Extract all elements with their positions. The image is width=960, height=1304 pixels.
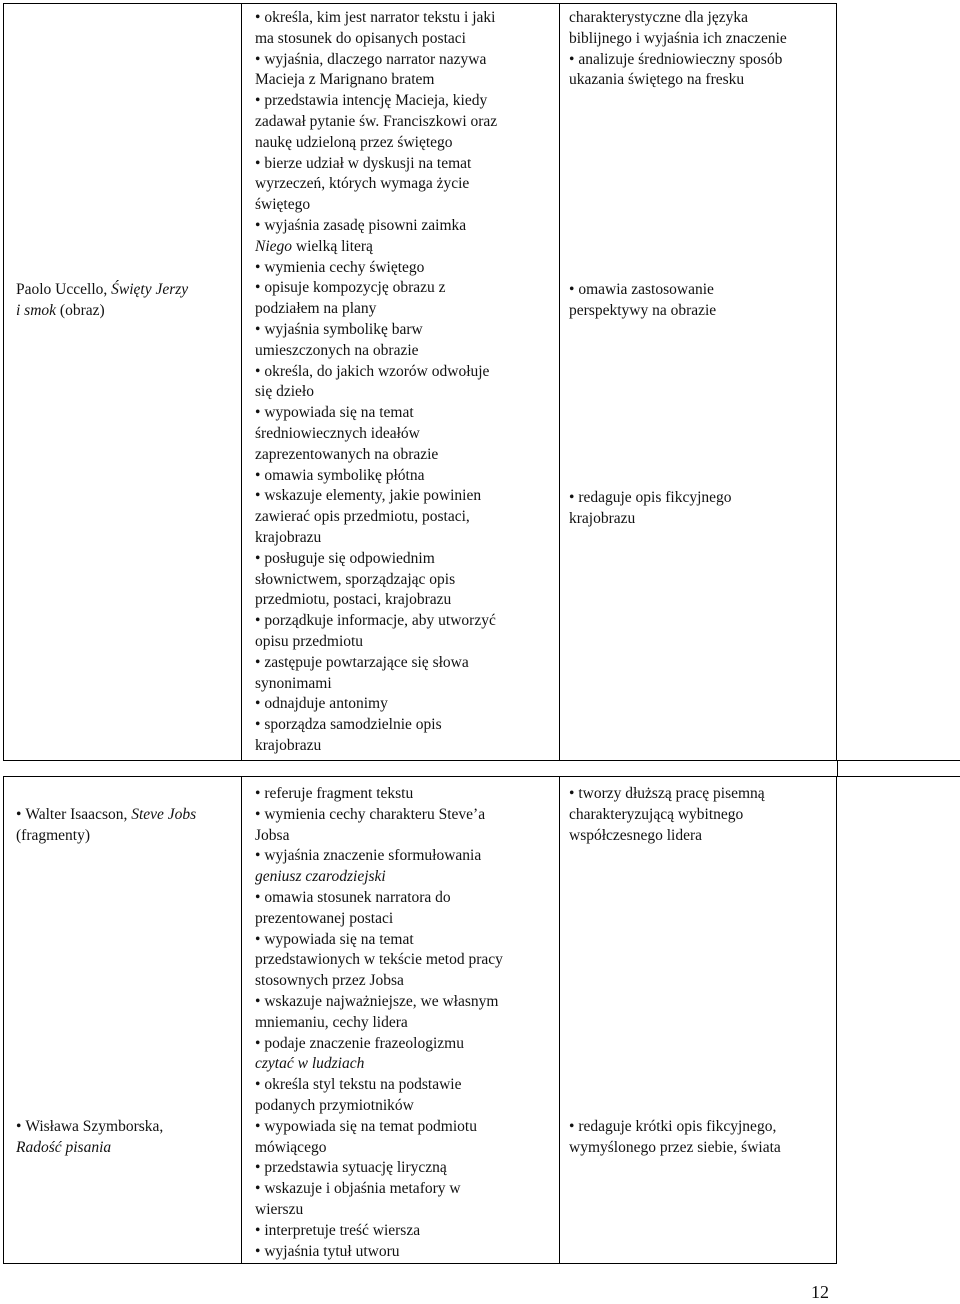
phrase-example: geniusz czarodziejski: [255, 868, 386, 886]
list-item: wielką literą: [292, 237, 373, 255]
page-number: 12: [811, 1282, 829, 1302]
work-title-szymborska: [16, 1117, 238, 1159]
work-title: Steve Jobs: [131, 806, 197, 823]
list-item: • wskazuje elementy, jakie powinien: [255, 486, 555, 507]
list-item: biblijnego i wyjaśnia ich znaczenie: [569, 29, 787, 47]
list-item: charakterystyczne dla języka: [569, 9, 749, 26]
list-item: • wyjaśnia symbolikę barw: [255, 320, 555, 341]
list-item: przedstawionych w tekście metod pracy: [255, 951, 503, 969]
list-item: • redaguje opis fikcyjnego: [569, 488, 834, 509]
list-item: krajobrazu: [569, 509, 636, 527]
column-divider: [241, 4, 242, 760]
skills-list: [255, 8, 555, 757]
list-item: • porządkuje informacje, aby utworzyć: [255, 611, 555, 632]
list-item: mówiącego: [255, 1138, 327, 1156]
list-item: zadawał pytanie św. Franciszkowi oraz: [255, 112, 498, 130]
list-item: ukazania świętego na fresku: [569, 71, 745, 89]
list-item: krajobrazu: [255, 736, 322, 754]
list-item: podziałem na plany: [255, 300, 377, 318]
list-item: • wskazuje i objaśnia metafory w: [255, 1179, 555, 1200]
table-row: [3, 3, 837, 761]
list-item: • określa, kim jest narrator tekstu i jaki: [255, 8, 555, 29]
advanced-skills-a: [569, 784, 834, 846]
list-item: stosownych przez Jobsa: [255, 972, 404, 990]
list-item: • wypowiada się na temat: [255, 930, 555, 951]
list-item: mniemaniu, cechy lidera: [255, 1013, 408, 1031]
pronoun-example: Niego: [255, 237, 293, 255]
list-item: wierszu: [255, 1200, 304, 1218]
list-item: wymyślonego przez siebie, świata: [569, 1138, 781, 1156]
list-item: • zastępuje powtarzające się słowa: [255, 653, 555, 674]
list-item: perspektywy na obrazie: [569, 301, 717, 319]
list-item: naukę udzieloną przez świętego: [255, 133, 453, 151]
list-item: słownictwem, sporządzając opis: [255, 570, 456, 588]
author-name: Paolo Uccello,: [16, 281, 112, 298]
list-item: • wyjaśnia zasadę pisowni zaimka: [255, 216, 555, 237]
list-item: współczesnego lidera: [569, 826, 702, 844]
list-item: • przedstawia intencję Macieja, kiedy: [255, 91, 555, 112]
list-item: • interpretuje treść wiersza: [255, 1221, 555, 1242]
list-item: Macieja z Marignano bratem: [255, 71, 435, 89]
list-item: • omawia zastosowanie: [569, 280, 834, 301]
work-title: Święty Jerzy: [111, 281, 189, 298]
phrase-example: czytać w ludziach: [255, 1055, 365, 1073]
list-item: charakteryzującą wybitnego: [569, 805, 744, 823]
row-rule: [837, 760, 838, 776]
list-item: średniowiecznych ideałów: [255, 424, 420, 442]
list-item: • wymienia cechy świętego: [255, 258, 555, 279]
list-item: synonimami: [255, 674, 332, 692]
row-rule: [837, 776, 960, 777]
list-item: • wypowiada się na temat: [255, 403, 555, 424]
list-item: zaprezentowanych na obrazie: [255, 445, 439, 463]
list-item: wyrzeczeń, których wymaga życie: [255, 175, 470, 193]
list-item: • odnajduje antonimy: [255, 694, 555, 715]
column-divider: [559, 4, 560, 760]
list-item: • tworzy dłuższą pracę pisemną: [569, 784, 834, 805]
advanced-skills-b: [569, 1117, 834, 1159]
list-item: umieszczonych na obrazie: [255, 341, 419, 359]
list-item: • wyjaśnia tytuł utworu: [255, 1242, 555, 1263]
list-item: • opisuje kompozycję obrazu z: [255, 278, 555, 299]
advanced-skills-c: [569, 488, 834, 530]
list-item: • określa styl tekstu na podstawie: [255, 1075, 555, 1096]
list-item: • referuje fragment tekstu: [255, 784, 555, 805]
list-item: opisu przedmiotu: [255, 632, 364, 650]
work-title-isaacson: [16, 805, 238, 847]
list-item: • podaje znaczenie frazeologizmu: [255, 1034, 555, 1055]
skills-list: [255, 784, 555, 1262]
list-item: świętego: [255, 196, 311, 214]
column-divider: [559, 777, 560, 1263]
list-item: • przedstawia sytuację liryczną: [255, 1158, 555, 1179]
list-item: zawierać opis przedmiotu, postaci,: [255, 508, 470, 526]
column-divider: [241, 777, 242, 1263]
list-item: się dzieło: [255, 383, 314, 401]
list-item: • wypowiada się na temat podmiotu: [255, 1117, 555, 1138]
list-item: • omawia stosunek narratora do: [255, 888, 555, 909]
list-item: przedmiotu, postaci, krajobrazu: [255, 591, 452, 609]
list-item: prezentowanej postaci: [255, 909, 394, 927]
work-title: Radość pisania: [16, 1138, 112, 1156]
list-item: • określa, do jakich wzorów odwołuje: [255, 362, 555, 383]
list-item: • analizuje średniowieczny sposób: [569, 50, 834, 71]
list-item: • wskazuje najważniejsze, we własnym: [255, 992, 555, 1013]
list-item: • omawia symbolikę płótna: [255, 466, 555, 487]
list-item: Jobsa: [255, 826, 290, 844]
work-title-uccello: [16, 280, 238, 322]
advanced-skills-b: [569, 280, 834, 322]
table-row: [3, 776, 837, 1264]
list-item: • wyjaśnia znaczenie sformułowania: [255, 846, 555, 867]
list-item: krajobrazu: [255, 528, 322, 546]
list-item: • bierze udział w dyskusji na temat: [255, 154, 555, 175]
list-item: ma stosunek do opisanych postaci: [255, 29, 466, 47]
list-item: • wyjaśnia, dlaczego narrator nazywa: [255, 50, 555, 71]
list-item: • sporządza samodzielnie opis: [255, 715, 555, 736]
list-item: • posługuje się odpowiednim: [255, 549, 555, 570]
author-name: • Wisława Szymborska,: [16, 1117, 238, 1138]
author-name: Walter Isaacson,: [25, 806, 132, 823]
row-rule: [837, 760, 960, 761]
list-item: • redaguje krótki opis fikcyjnego,: [569, 1117, 834, 1138]
work-type: (fragmenty): [16, 826, 91, 844]
work-title: i smok: [16, 301, 57, 319]
work-type: (obraz): [56, 301, 105, 319]
list-item: podanych przymiotników: [255, 1096, 414, 1114]
advanced-skills-a: [569, 8, 834, 91]
list-item: • wymienia cechy charakteru Steve’a: [255, 805, 555, 826]
